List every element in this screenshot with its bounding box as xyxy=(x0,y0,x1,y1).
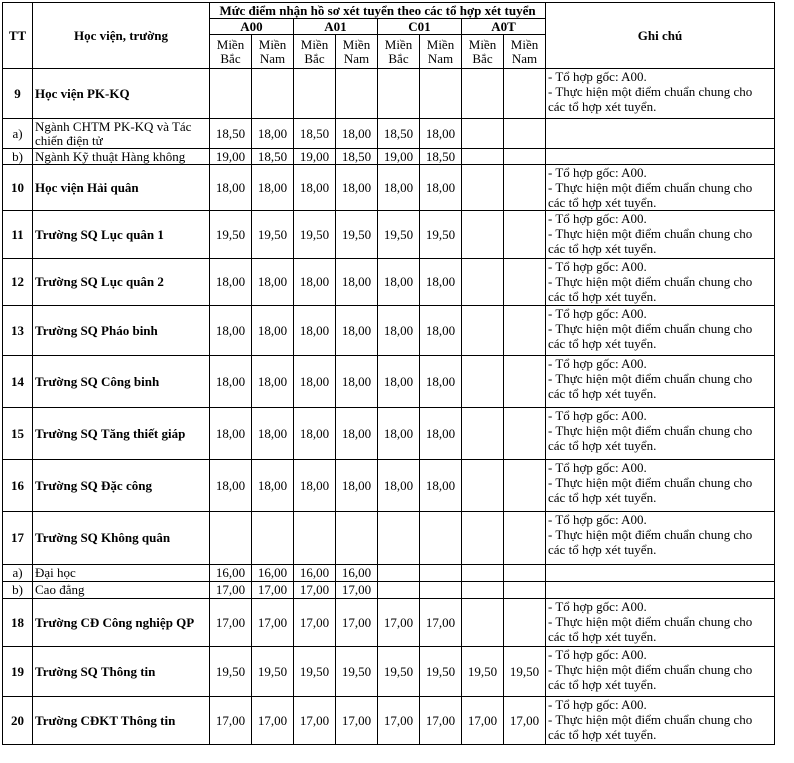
score-cell: 17,00 xyxy=(252,599,294,647)
score-cell: 18,00 xyxy=(420,306,462,356)
table-row xyxy=(3,211,775,259)
score-cell xyxy=(504,259,546,306)
score-cell: 18,00 xyxy=(252,306,294,356)
admission-score-table xyxy=(2,2,775,745)
score-cell: 18,00 xyxy=(378,259,420,306)
row-tt: 19 xyxy=(3,647,33,697)
row-school-name: Học viện PK-KQ xyxy=(33,69,210,119)
score-cell xyxy=(420,69,462,119)
header-school: Học viện, trường xyxy=(33,3,210,69)
score-cell: 19,00 xyxy=(378,149,420,165)
row-school-name: Trường SQ Đặc công xyxy=(33,460,210,512)
row-school-name: Trường SQ Công binh xyxy=(33,356,210,408)
score-cell: 16,00 xyxy=(336,565,378,582)
row-tt: a) xyxy=(3,119,33,149)
score-cell: 17,00 xyxy=(336,582,378,599)
score-cell xyxy=(378,69,420,119)
row-note xyxy=(546,565,775,582)
score-cell xyxy=(420,565,462,582)
header-tt: TT xyxy=(3,3,33,69)
header-region-north: Miền Bắc xyxy=(294,35,336,69)
table-row xyxy=(3,697,775,745)
score-cell: 18,00 xyxy=(252,408,294,460)
table-row xyxy=(3,599,775,647)
row-tt: a) xyxy=(3,565,33,582)
score-cell: 17,00 xyxy=(210,599,252,647)
table-row xyxy=(3,356,775,408)
score-cell: 18,50 xyxy=(336,149,378,165)
score-cell xyxy=(462,408,504,460)
row-tt: 20 xyxy=(3,697,33,745)
header-score-group-title: Mức điểm nhận hồ sơ xét tuyển theo các tổ hợp xét tuyển xyxy=(210,3,546,19)
table-row xyxy=(3,647,775,697)
score-cell xyxy=(504,599,546,647)
score-cell: 17,00 xyxy=(210,697,252,745)
score-cell: 17,00 xyxy=(420,697,462,745)
score-cell: 18,00 xyxy=(420,165,462,211)
row-tt: 9 xyxy=(3,69,33,119)
table-row xyxy=(3,259,775,306)
score-cell: 18,00 xyxy=(336,408,378,460)
score-cell: 18,00 xyxy=(336,165,378,211)
row-note: - Tổ hợp gốc: A00. - Thực hiện một điểm chuẩn chung cho các tổ hợp xét tuyển. xyxy=(546,259,775,306)
score-cell xyxy=(504,211,546,259)
row-note: - Tổ hợp gốc: A00. - Thực hiện một điểm chuẩn chung cho các tổ hợp xét tuyển. xyxy=(546,408,775,460)
row-note: - Tổ hợp gốc: A00. - Thực hiện một điểm chuẩn chung cho các tổ hợp xét tuyển. xyxy=(546,647,775,697)
score-cell: 18,00 xyxy=(294,165,336,211)
table-row xyxy=(3,69,775,119)
header-group-a00: A00 xyxy=(210,19,294,35)
score-cell: 17,00 xyxy=(252,697,294,745)
score-cell: 17,00 xyxy=(504,697,546,745)
header-group-a01: A01 xyxy=(294,19,378,35)
row-school-name: Đại học xyxy=(33,565,210,582)
score-cell: 17,00 xyxy=(294,697,336,745)
header-region-south: Miền Nam xyxy=(252,35,294,69)
score-cell: 17,00 xyxy=(294,599,336,647)
score-cell: 18,00 xyxy=(420,119,462,149)
row-note: - Tổ hợp gốc: A00. - Thực hiện một điểm chuẩn chung cho các tổ hợp xét tuyển. xyxy=(546,69,775,119)
score-cell: 18,00 xyxy=(336,259,378,306)
score-cell: 18,50 xyxy=(420,149,462,165)
score-cell: 19,50 xyxy=(378,647,420,697)
score-cell: 18,00 xyxy=(210,306,252,356)
table-row xyxy=(3,408,775,460)
row-school-name: Ngành CHTM PK-KQ và Tác chiến điện tử xyxy=(33,119,210,149)
score-cell: 18,00 xyxy=(336,460,378,512)
row-school-name: Trường SQ Pháo binh xyxy=(33,306,210,356)
score-cell: 16,00 xyxy=(252,565,294,582)
score-cell xyxy=(504,356,546,408)
row-tt: b) xyxy=(3,149,33,165)
score-cell: 18,00 xyxy=(378,165,420,211)
score-cell: 19,50 xyxy=(252,647,294,697)
row-note: - Tổ hợp gốc: A00. - Thực hiện một điểm chuẩn chung cho các tổ hợp xét tuyển. xyxy=(546,512,775,565)
table-row xyxy=(3,512,775,565)
header-region-north: Miền Bắc xyxy=(462,35,504,69)
score-cell: 18,00 xyxy=(210,165,252,211)
table-row xyxy=(3,306,775,356)
header-region-north: Miền Bắc xyxy=(378,35,420,69)
row-tt: 12 xyxy=(3,259,33,306)
score-cell: 19,00 xyxy=(294,149,336,165)
score-cell: 17,00 xyxy=(378,697,420,745)
score-cell: 19,50 xyxy=(504,647,546,697)
score-cell xyxy=(462,211,504,259)
score-cell xyxy=(504,512,546,565)
score-cell xyxy=(462,582,504,599)
score-cell xyxy=(504,69,546,119)
score-cell: 19,00 xyxy=(210,149,252,165)
header-region-south: Miền Nam xyxy=(420,35,462,69)
row-school-name: Trường CĐ Công nghiệp QP xyxy=(33,599,210,647)
score-cell xyxy=(294,512,336,565)
score-cell xyxy=(504,408,546,460)
score-cell: 18,00 xyxy=(294,306,336,356)
table-row xyxy=(3,582,775,599)
score-cell: 18,50 xyxy=(378,119,420,149)
score-cell xyxy=(336,512,378,565)
score-cell: 18,00 xyxy=(378,306,420,356)
score-cell: 18,00 xyxy=(378,356,420,408)
row-note: - Tổ hợp gốc: A00. - Thực hiện một điểm chuẩn chung cho các tổ hợp xét tuyển. xyxy=(546,697,775,745)
table-row xyxy=(3,149,775,165)
row-school-name: Trường SQ Thông tin xyxy=(33,647,210,697)
score-cell xyxy=(462,512,504,565)
score-cell xyxy=(294,69,336,119)
row-tt: 13 xyxy=(3,306,33,356)
score-cell: 18,00 xyxy=(420,460,462,512)
score-cell: 17,00 xyxy=(378,599,420,647)
score-cell: 18,00 xyxy=(252,119,294,149)
header-group-a0t: A0T xyxy=(462,19,546,35)
row-note: - Tổ hợp gốc: A00. - Thực hiện một điểm chuẩn chung cho các tổ hợp xét tuyển. xyxy=(546,306,775,356)
row-tt: 11 xyxy=(3,211,33,259)
row-note: - Tổ hợp gốc: A00. - Thực hiện một điểm chuẩn chung cho các tổ hợp xét tuyển. xyxy=(546,211,775,259)
score-cell xyxy=(504,165,546,211)
header-region-south: Miền Nam xyxy=(504,35,546,69)
row-school-name: Trường SQ Lục quân 1 xyxy=(33,211,210,259)
score-cell: 17,00 xyxy=(294,582,336,599)
score-cell xyxy=(504,582,546,599)
score-cell xyxy=(210,69,252,119)
header-region-north: Miền Bắc xyxy=(210,35,252,69)
score-cell: 18,00 xyxy=(336,119,378,149)
score-cell xyxy=(504,306,546,356)
header-group-c01: C01 xyxy=(378,19,462,35)
header-note: Ghi chú xyxy=(546,3,775,69)
score-cell xyxy=(462,565,504,582)
score-cell: 18,00 xyxy=(210,259,252,306)
score-cell xyxy=(252,512,294,565)
score-cell: 18,00 xyxy=(252,460,294,512)
score-cell xyxy=(462,599,504,647)
score-cell: 18,00 xyxy=(294,408,336,460)
score-cell: 19,50 xyxy=(420,211,462,259)
score-cell: 19,50 xyxy=(294,211,336,259)
score-cell: 18,00 xyxy=(294,259,336,306)
row-note: - Tổ hợp gốc: A00. - Thực hiện một điểm chuẩn chung cho các tổ hợp xét tuyển. xyxy=(546,165,775,211)
score-cell xyxy=(420,512,462,565)
score-cell: 18,00 xyxy=(210,408,252,460)
score-cell xyxy=(462,69,504,119)
score-cell: 19,50 xyxy=(294,647,336,697)
score-cell: 18,00 xyxy=(420,408,462,460)
score-cell: 18,00 xyxy=(420,259,462,306)
score-cell: 19,50 xyxy=(378,211,420,259)
score-cell: 17,00 xyxy=(252,582,294,599)
score-cell xyxy=(336,69,378,119)
score-cell: 18,00 xyxy=(252,356,294,408)
score-cell: 18,00 xyxy=(252,165,294,211)
score-cell xyxy=(504,460,546,512)
row-tt: 10 xyxy=(3,165,33,211)
row-note xyxy=(546,149,775,165)
score-cell xyxy=(252,69,294,119)
score-cell xyxy=(504,149,546,165)
row-note: - Tổ hợp gốc: A00. - Thực hiện một điểm chuẩn chung cho các tổ hợp xét tuyển. xyxy=(546,599,775,647)
table-row xyxy=(3,119,775,149)
score-cell: 18,50 xyxy=(294,119,336,149)
score-cell xyxy=(462,460,504,512)
score-cell xyxy=(378,512,420,565)
score-cell: 18,00 xyxy=(378,408,420,460)
score-cell xyxy=(462,165,504,211)
score-cell xyxy=(378,582,420,599)
row-note: - Tổ hợp gốc: A00. - Thực hiện một điểm chuẩn chung cho các tổ hợp xét tuyển. xyxy=(546,356,775,408)
row-school-name: Trường SQ Không quân xyxy=(33,512,210,565)
score-cell: 19,50 xyxy=(462,647,504,697)
score-cell: 18,00 xyxy=(294,356,336,408)
score-cell: 19,50 xyxy=(336,211,378,259)
row-tt: 14 xyxy=(3,356,33,408)
score-cell xyxy=(504,565,546,582)
score-cell: 18,50 xyxy=(252,149,294,165)
score-cell: 19,50 xyxy=(210,211,252,259)
score-cell: 17,00 xyxy=(420,599,462,647)
score-cell: 17,00 xyxy=(336,599,378,647)
score-cell: 19,50 xyxy=(420,647,462,697)
score-cell: 16,00 xyxy=(210,565,252,582)
score-cell xyxy=(462,149,504,165)
score-cell: 19,50 xyxy=(336,647,378,697)
score-cell xyxy=(462,306,504,356)
score-cell xyxy=(210,512,252,565)
row-school-name: Trường SQ Tăng thiết giáp xyxy=(33,408,210,460)
row-tt: 17 xyxy=(3,512,33,565)
row-school-name: Ngành Kỹ thuật Hàng không xyxy=(33,149,210,165)
header-region-south: Miền Nam xyxy=(336,35,378,69)
row-school-name: Cao đẳng xyxy=(33,582,210,599)
score-cell: 18,00 xyxy=(378,460,420,512)
score-cell: 18,00 xyxy=(252,259,294,306)
row-note xyxy=(546,582,775,599)
score-cell xyxy=(504,119,546,149)
score-cell: 18,00 xyxy=(336,306,378,356)
table-row xyxy=(3,460,775,512)
score-cell xyxy=(462,119,504,149)
score-cell: 17,00 xyxy=(462,697,504,745)
score-cell: 18,00 xyxy=(336,356,378,408)
table-row xyxy=(3,165,775,211)
score-cell: 18,00 xyxy=(210,460,252,512)
score-cell: 17,00 xyxy=(336,697,378,745)
score-cell: 17,00 xyxy=(210,582,252,599)
score-cell: 19,50 xyxy=(252,211,294,259)
row-school-name: Trường CĐKT Thông tin xyxy=(33,697,210,745)
score-cell: 16,00 xyxy=(294,565,336,582)
score-cell xyxy=(462,356,504,408)
score-cell: 18,00 xyxy=(294,460,336,512)
row-tt: 15 xyxy=(3,408,33,460)
table-row xyxy=(3,565,775,582)
row-tt: 16 xyxy=(3,460,33,512)
score-cell xyxy=(378,565,420,582)
row-tt: b) xyxy=(3,582,33,599)
row-school-name: Trường SQ Lục quân 2 xyxy=(33,259,210,306)
score-cell xyxy=(462,259,504,306)
score-cell xyxy=(420,582,462,599)
row-school-name: Học viện Hải quân xyxy=(33,165,210,211)
row-tt: 18 xyxy=(3,599,33,647)
row-note: - Tổ hợp gốc: A00. - Thực hiện một điểm chuẩn chung cho các tổ hợp xét tuyển. xyxy=(546,460,775,512)
score-cell: 18,50 xyxy=(210,119,252,149)
score-cell: 19,50 xyxy=(210,647,252,697)
score-cell: 18,00 xyxy=(210,356,252,408)
row-note xyxy=(546,119,775,149)
score-cell: 18,00 xyxy=(420,356,462,408)
